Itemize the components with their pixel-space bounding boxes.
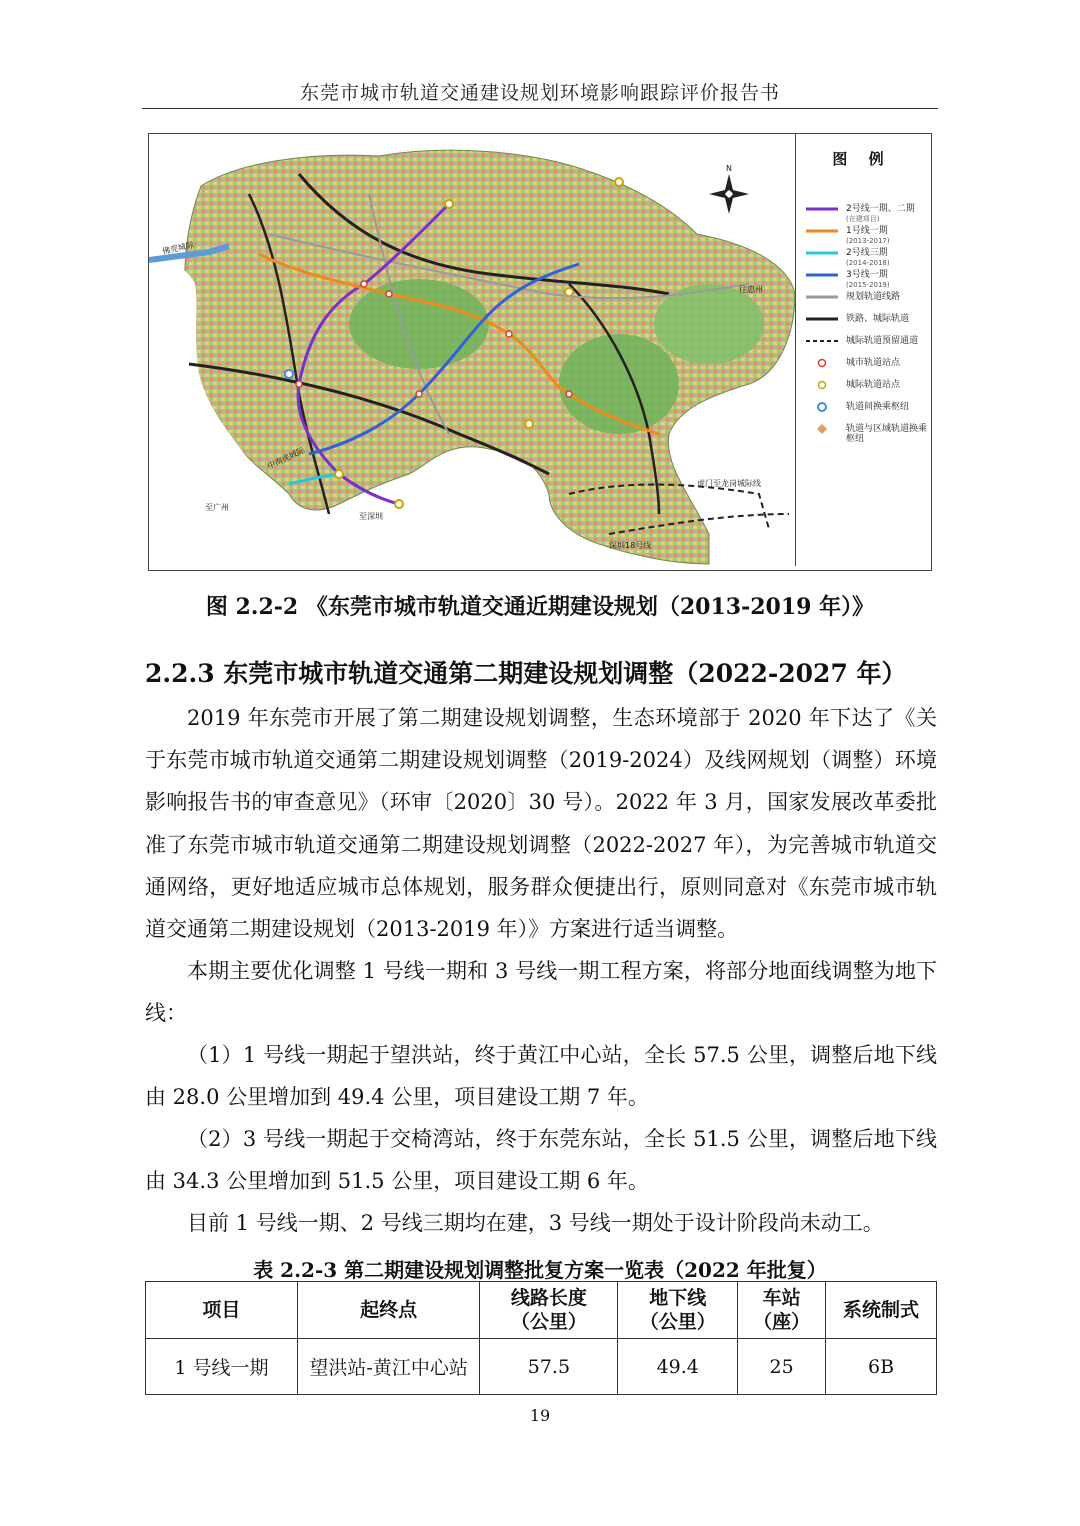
mountain-area xyxy=(349,279,489,369)
station-marker xyxy=(361,281,367,287)
map-canvas xyxy=(149,134,797,570)
station-marker xyxy=(335,470,343,478)
legend-swatch xyxy=(806,226,838,239)
paragraph-5: 目前 1 号线一期、2 号线三期均在建，3 号线一期处于设计阶段尚未动工。 xyxy=(187,1211,884,1235)
legend-label: 轨道间换乘枢纽 xyxy=(846,402,910,412)
table-cell: 57.5 xyxy=(480,1339,618,1395)
map-label-to-guangzhou: 至广州 xyxy=(205,503,229,512)
table-cell: 望洪站-黄江中心站 xyxy=(297,1339,480,1395)
table-cell: 6B xyxy=(826,1339,937,1395)
table-cell: 49.4 xyxy=(618,1339,738,1395)
table-title: 表 2.2-3 第二期建设规划调整批复方案一览表（2022 年批复） xyxy=(253,1258,827,1282)
legend-swatch xyxy=(806,204,838,217)
map-label-to-huizhou: 往惠州 xyxy=(739,285,763,294)
station-marker xyxy=(525,420,533,428)
station-marker xyxy=(386,291,392,297)
legend-sublabel: (2014-2018) xyxy=(846,259,890,267)
table-header: 线路长度 （公里） xyxy=(480,1282,618,1339)
legend-label: 城际轨道预留通道 xyxy=(846,336,919,346)
station-marker xyxy=(566,391,572,397)
legend-label: 2号线三期 (2014-2018) xyxy=(846,248,932,268)
legend-label: 1号线一期 (2013-2017) xyxy=(846,226,932,246)
table-header: 地下线 （公里） xyxy=(618,1282,738,1339)
legend-label: 2号线一期、二期 (在建项目) xyxy=(846,204,932,224)
legend-label: 铁路、城际轨道 xyxy=(846,314,910,324)
table-header-row xyxy=(146,1282,937,1339)
legend-swatch xyxy=(806,292,838,305)
figure-caption: 图 2.2-2 《东莞市城市轨道交通近期建设规划（2013-2019 年）》 xyxy=(205,594,875,620)
legend-swatch xyxy=(806,248,838,261)
paragraph-3: （1）1 号线一期起于望洪站，终于黄江中心站，全长 57.5 公里，调整后地下线由 28.0 公里增加到 49.4 公里，项目建设工期 7 年。 xyxy=(145,1043,937,1110)
paragraph-4: （2）3 号线一期起于交椅湾站，终于东莞东站，全长 51.5 公里，调整后地下线由 34.3 公里增加到 51.5 公里，项目建设工期 6 年。 xyxy=(145,1127,937,1194)
map-label-foguan-line: 佛莞城际 xyxy=(161,240,195,256)
legend-swatch xyxy=(806,402,838,415)
legend-swatch xyxy=(806,336,838,349)
legend-swatch xyxy=(806,270,838,283)
page-number: 19 xyxy=(529,1406,551,1425)
header-rule xyxy=(142,108,938,109)
legend-sublabel: (在建项目) xyxy=(846,215,880,223)
legend-swatch xyxy=(806,380,838,393)
legend-sublabel: (2013-2017) xyxy=(846,237,890,245)
table-header: 系统制式 xyxy=(826,1282,937,1339)
section-heading: 2.2.3 东莞市城市轨道交通第二期建设规划调整（2022-2027 年） xyxy=(145,659,907,688)
north-arrow xyxy=(709,164,749,214)
legend-swatch xyxy=(806,424,838,437)
legend-sublabel: (2015-2019) xyxy=(846,281,890,289)
running-header: 东莞市城市轨道交通建设规划环境影响跟踪评价报告书 xyxy=(299,82,780,104)
map-label-zhongnan-line: 中南虎城际 xyxy=(266,445,307,471)
station-marker xyxy=(285,370,293,378)
legend-label: 轨道与区域轨道换乘枢纽 xyxy=(846,424,928,444)
station-marker xyxy=(615,178,623,186)
station-marker xyxy=(416,391,422,397)
paragraph-1: 2019 年东莞市开展了第二期建设规划调整，生态环境部于 2020 年下达了《关于东莞市城市轨道交通第二期建设规划调整（2019-2024）及线网规划（调整）环境影响报告书的审查意见》（环审〔2020〕30 号）。2022 年 3 月，国家发展改革委批准了东莞市城市轨道交通第二期建设规划调整（2022-2027 年），为完善城市轨道交通网络，更好地适应城市总体规划，服务群众便捷出行，原则同意对《东莞市城市轨道交通第二期建设规划（2013-2019 年）》方案进行适当调整。 xyxy=(145,706,937,942)
station-marker xyxy=(395,500,403,508)
legend-title: 图 例 xyxy=(832,150,892,168)
legend-swatch xyxy=(806,358,838,371)
north-label: N xyxy=(726,164,732,173)
map-label-shenzhen-line18: 深圳18号线 xyxy=(609,541,652,550)
approval-table xyxy=(145,1281,937,1395)
map-label-humen-intercity: 虎门至龙岗城际线 xyxy=(697,479,761,488)
station-marker xyxy=(506,331,512,337)
legend-label: 3号线一期 (2015-2019) xyxy=(846,270,932,290)
legend-label: 城际轨道站点 xyxy=(846,380,901,390)
paragraph-2: 本期主要优化调整 1 号线一期和 3 号线一期工程方案，将部分地面线调整为地下线： xyxy=(145,959,937,1026)
table-cell: 25 xyxy=(738,1339,826,1395)
table-row xyxy=(146,1339,937,1395)
table-header: 起终点 xyxy=(297,1282,480,1339)
legend-label: 规划轨道线路 xyxy=(846,292,901,302)
table-header: 项目 xyxy=(146,1282,298,1339)
station-marker xyxy=(296,381,302,387)
map-legend xyxy=(795,134,928,566)
rail-network-map xyxy=(148,133,932,571)
station-marker xyxy=(565,288,573,296)
legend-swatch xyxy=(806,314,838,327)
table-header: 车站 （座） xyxy=(738,1282,826,1339)
map-label-to-shenzhen: 至深圳 xyxy=(359,512,383,521)
legend-label: 城市轨道站点 xyxy=(846,358,901,368)
station-marker xyxy=(445,200,453,208)
table-cell: 1 号线一期 xyxy=(146,1339,298,1395)
